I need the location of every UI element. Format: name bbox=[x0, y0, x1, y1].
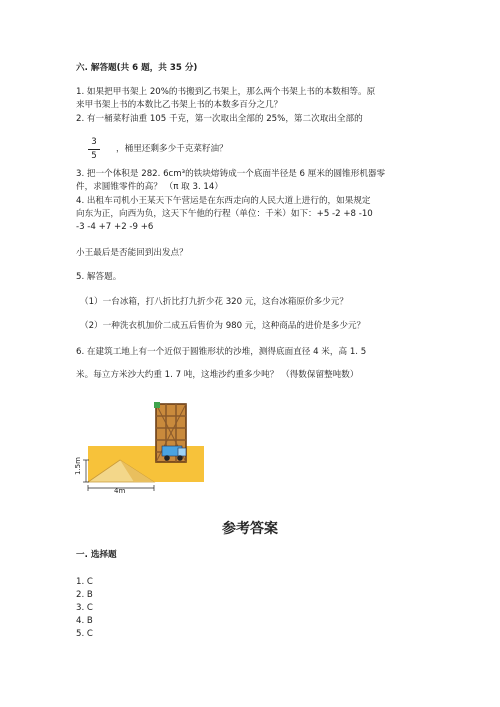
q1-line-1: 1. 如果把甲书架上 20%的书搬到乙书架上，那么两个书架上书的本数相等。原 bbox=[76, 87, 376, 97]
q1-line-2: 来甲书架上书的本数比乙书架上书的本数多百分之几？ bbox=[76, 100, 283, 110]
q6-line-1: 6. 在建筑工地上有一个近似于圆锥形状的沙堆，测得底面直径 4 米，高 1. 5 bbox=[76, 347, 367, 357]
sand-pile-figure bbox=[74, 402, 210, 494]
q2-fraction-numerator: 3 bbox=[91, 137, 97, 147]
fraction-bar bbox=[88, 149, 100, 150]
answer-item-5: 5. C bbox=[76, 629, 93, 639]
q2-line-2: ，桶里还剩多少千克菜籽油？ bbox=[116, 144, 228, 154]
q3-line-1: 3. 把一个体积是 282. 6cm³的铁块熔铸成一个底面半径是 6 厘米的圆锥形机器零 bbox=[76, 169, 386, 179]
q2-fraction bbox=[88, 137, 100, 162]
answer-item-2: 2. B bbox=[76, 590, 93, 600]
answers-section-1-title: 一. 选择题 bbox=[76, 550, 117, 560]
answer-section-title: 参考答案 bbox=[222, 521, 278, 537]
q2-fraction-denominator: 5 bbox=[91, 151, 97, 161]
q5-sub-2: （2）一种洗衣机加价二成五后售价为 980 元，这种商品的进价是多少元？ bbox=[80, 321, 366, 331]
q5-sub-1: （1）一台冰箱，打八折比打九折少花 320 元，这台冰箱原价多少元？ bbox=[80, 297, 348, 307]
q4-line-2: 向东为正，向西为负，这天下午他的行程（单位：千米）如下：+5 -2 +8 -10 bbox=[76, 209, 373, 219]
section-6-title: 六. 解答题(共 6 题，共 35 分) bbox=[76, 63, 198, 73]
q6-line-2: 米。每立方米沙大约重 1. 7 吨，这堆沙约重多少吨？ （得数保留整吨数） bbox=[76, 370, 359, 380]
sand-pile-illustration bbox=[74, 402, 210, 494]
answer-item-3: 3. C bbox=[76, 603, 93, 613]
height-label: 1.5m bbox=[74, 457, 82, 475]
q4-line-1: 4. 出租车司机小王某天下午营运是在东西走向的人民大道上进行的，如果规定 bbox=[76, 196, 371, 206]
answer-item-1: 1. C bbox=[76, 577, 93, 587]
q3-line-2: 件，求圆锥零件的高？ （π 取 3. 14） bbox=[76, 182, 223, 192]
q5-title: 5. 解答题。 bbox=[76, 272, 122, 282]
q4-line-3: -3 -4 +7 +2 -9 +6 bbox=[76, 222, 154, 232]
crane-icon bbox=[154, 402, 160, 408]
base-label: 4m bbox=[114, 487, 126, 494]
answer-item-4: 4. B bbox=[76, 616, 93, 626]
q4-line-4: 小王最后是否能回到出发点？ bbox=[76, 248, 188, 258]
q2-line-1: 2. 有一桶菜籽油重 105 千克，第一次取出全部的 25%，第二次取出全部的 bbox=[76, 114, 363, 124]
